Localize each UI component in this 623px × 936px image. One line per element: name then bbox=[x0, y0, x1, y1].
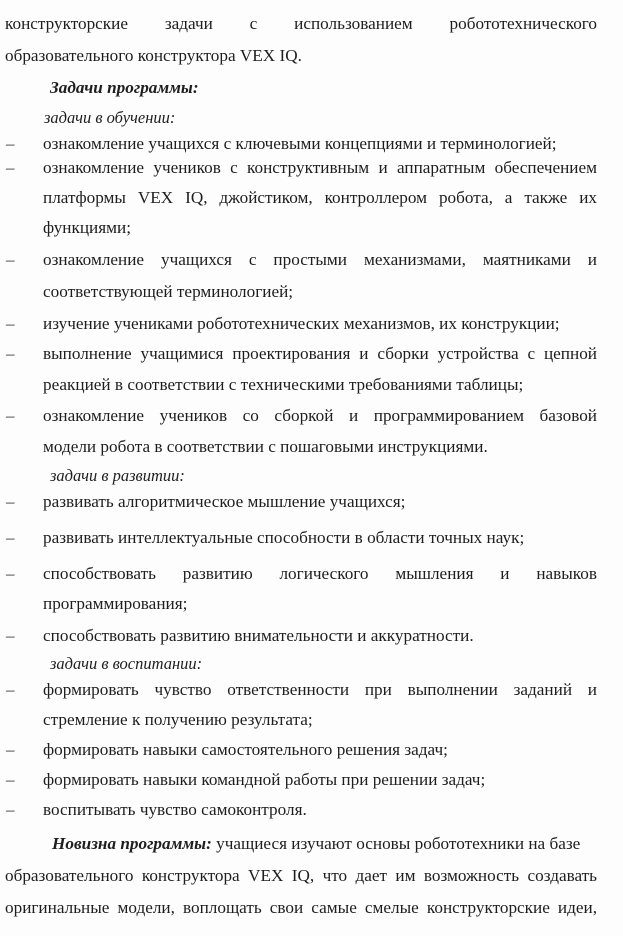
list-item-cont: соответствующей терминологией; bbox=[43, 282, 294, 301]
list-item: воспитывать чувство самоконтроля. bbox=[43, 800, 307, 819]
list-bullet: – bbox=[6, 250, 15, 269]
list-item-cont: функциями; bbox=[43, 218, 132, 237]
list-item: формировать чувство ответственности при выполнении заданий и bbox=[43, 680, 597, 699]
list-bullet: – bbox=[6, 626, 15, 645]
novelty-line-1 bbox=[52, 834, 580, 854]
list-item-cont: стремление к получению результата; bbox=[43, 710, 313, 729]
list-bullet: – bbox=[6, 314, 15, 333]
list-item-cont: программирования; bbox=[43, 594, 188, 613]
list-bullet: – bbox=[6, 680, 15, 699]
novelty-label: Новизна программы: bbox=[52, 834, 212, 853]
list-bullet: – bbox=[6, 564, 15, 583]
list-bullet: – bbox=[6, 528, 15, 547]
list-bullet: – bbox=[6, 344, 15, 363]
list-item: формировать навыки командной работы при решении задач; bbox=[43, 770, 486, 789]
section-title-upbringing: задачи в воспитании: bbox=[50, 654, 203, 673]
list-item: развивать алгоритмическое мышление учащихся; bbox=[43, 492, 406, 511]
list-bullet: – bbox=[6, 134, 15, 153]
intro-line-1: конструкторские задачи с использованием робототехнического bbox=[5, 14, 597, 33]
section-title-development: задачи в развитии: bbox=[50, 466, 185, 485]
list-item: развивать интеллектуальные способности в области точных наук; bbox=[43, 528, 525, 547]
list-item: ознакомление учеников со сборкой и программированием базовой bbox=[43, 406, 597, 425]
list-bullet: – bbox=[6, 800, 15, 819]
list-item-cont: реакцией в соответствии с техническими требованиями таблицы; bbox=[43, 375, 524, 394]
novelty-line-2: образовательного конструктора VEX IQ, что дает им возможность создавать bbox=[5, 866, 597, 885]
list-item: способствовать развитию логического мышления и навыков bbox=[43, 564, 597, 583]
novelty-text: учащиеся изучают основы робототехники на базе bbox=[211, 834, 581, 853]
list-item: формировать навыки самостоятельного решения задач; bbox=[43, 740, 448, 759]
intro-line-2: образовательного конструктора VEX IQ. bbox=[5, 46, 302, 65]
tasks-heading: Задачи программы: bbox=[50, 78, 199, 97]
list-item: ознакомление учеников с конструктивным и аппаратным обеспечением bbox=[43, 158, 597, 177]
list-bullet: – bbox=[6, 740, 15, 759]
list-bullet: – bbox=[6, 770, 15, 789]
list-item-cont: модели робота в соответствии с пошаговыми инструкциями. bbox=[43, 437, 488, 456]
list-bullet: – bbox=[6, 492, 15, 511]
section-title-learning: задачи в обучении: bbox=[44, 108, 176, 127]
list-bullet: – bbox=[6, 406, 15, 425]
list-item-cont: платформы VEX IQ, джойстиком, контроллером робота, а также их bbox=[43, 188, 597, 207]
list-item: ознакомление учащихся с простыми механизмами, маятниками и bbox=[43, 250, 597, 269]
novelty-line-3: оригинальные модели, воплощать свои самые смелые конструкторские идеи, bbox=[5, 898, 597, 917]
list-item: выполнение учащимися проектирования и сборки устройства с цепной bbox=[43, 344, 597, 363]
list-item: изучение учениками робототехнических механизмов, их конструкции; bbox=[43, 314, 560, 333]
list-bullet: – bbox=[6, 158, 15, 177]
list-item: способствовать развитию внимательности и аккуратности. bbox=[43, 626, 474, 645]
list-item: ознакомление учащихся с ключевыми концепциями и терминологией; bbox=[43, 134, 557, 153]
